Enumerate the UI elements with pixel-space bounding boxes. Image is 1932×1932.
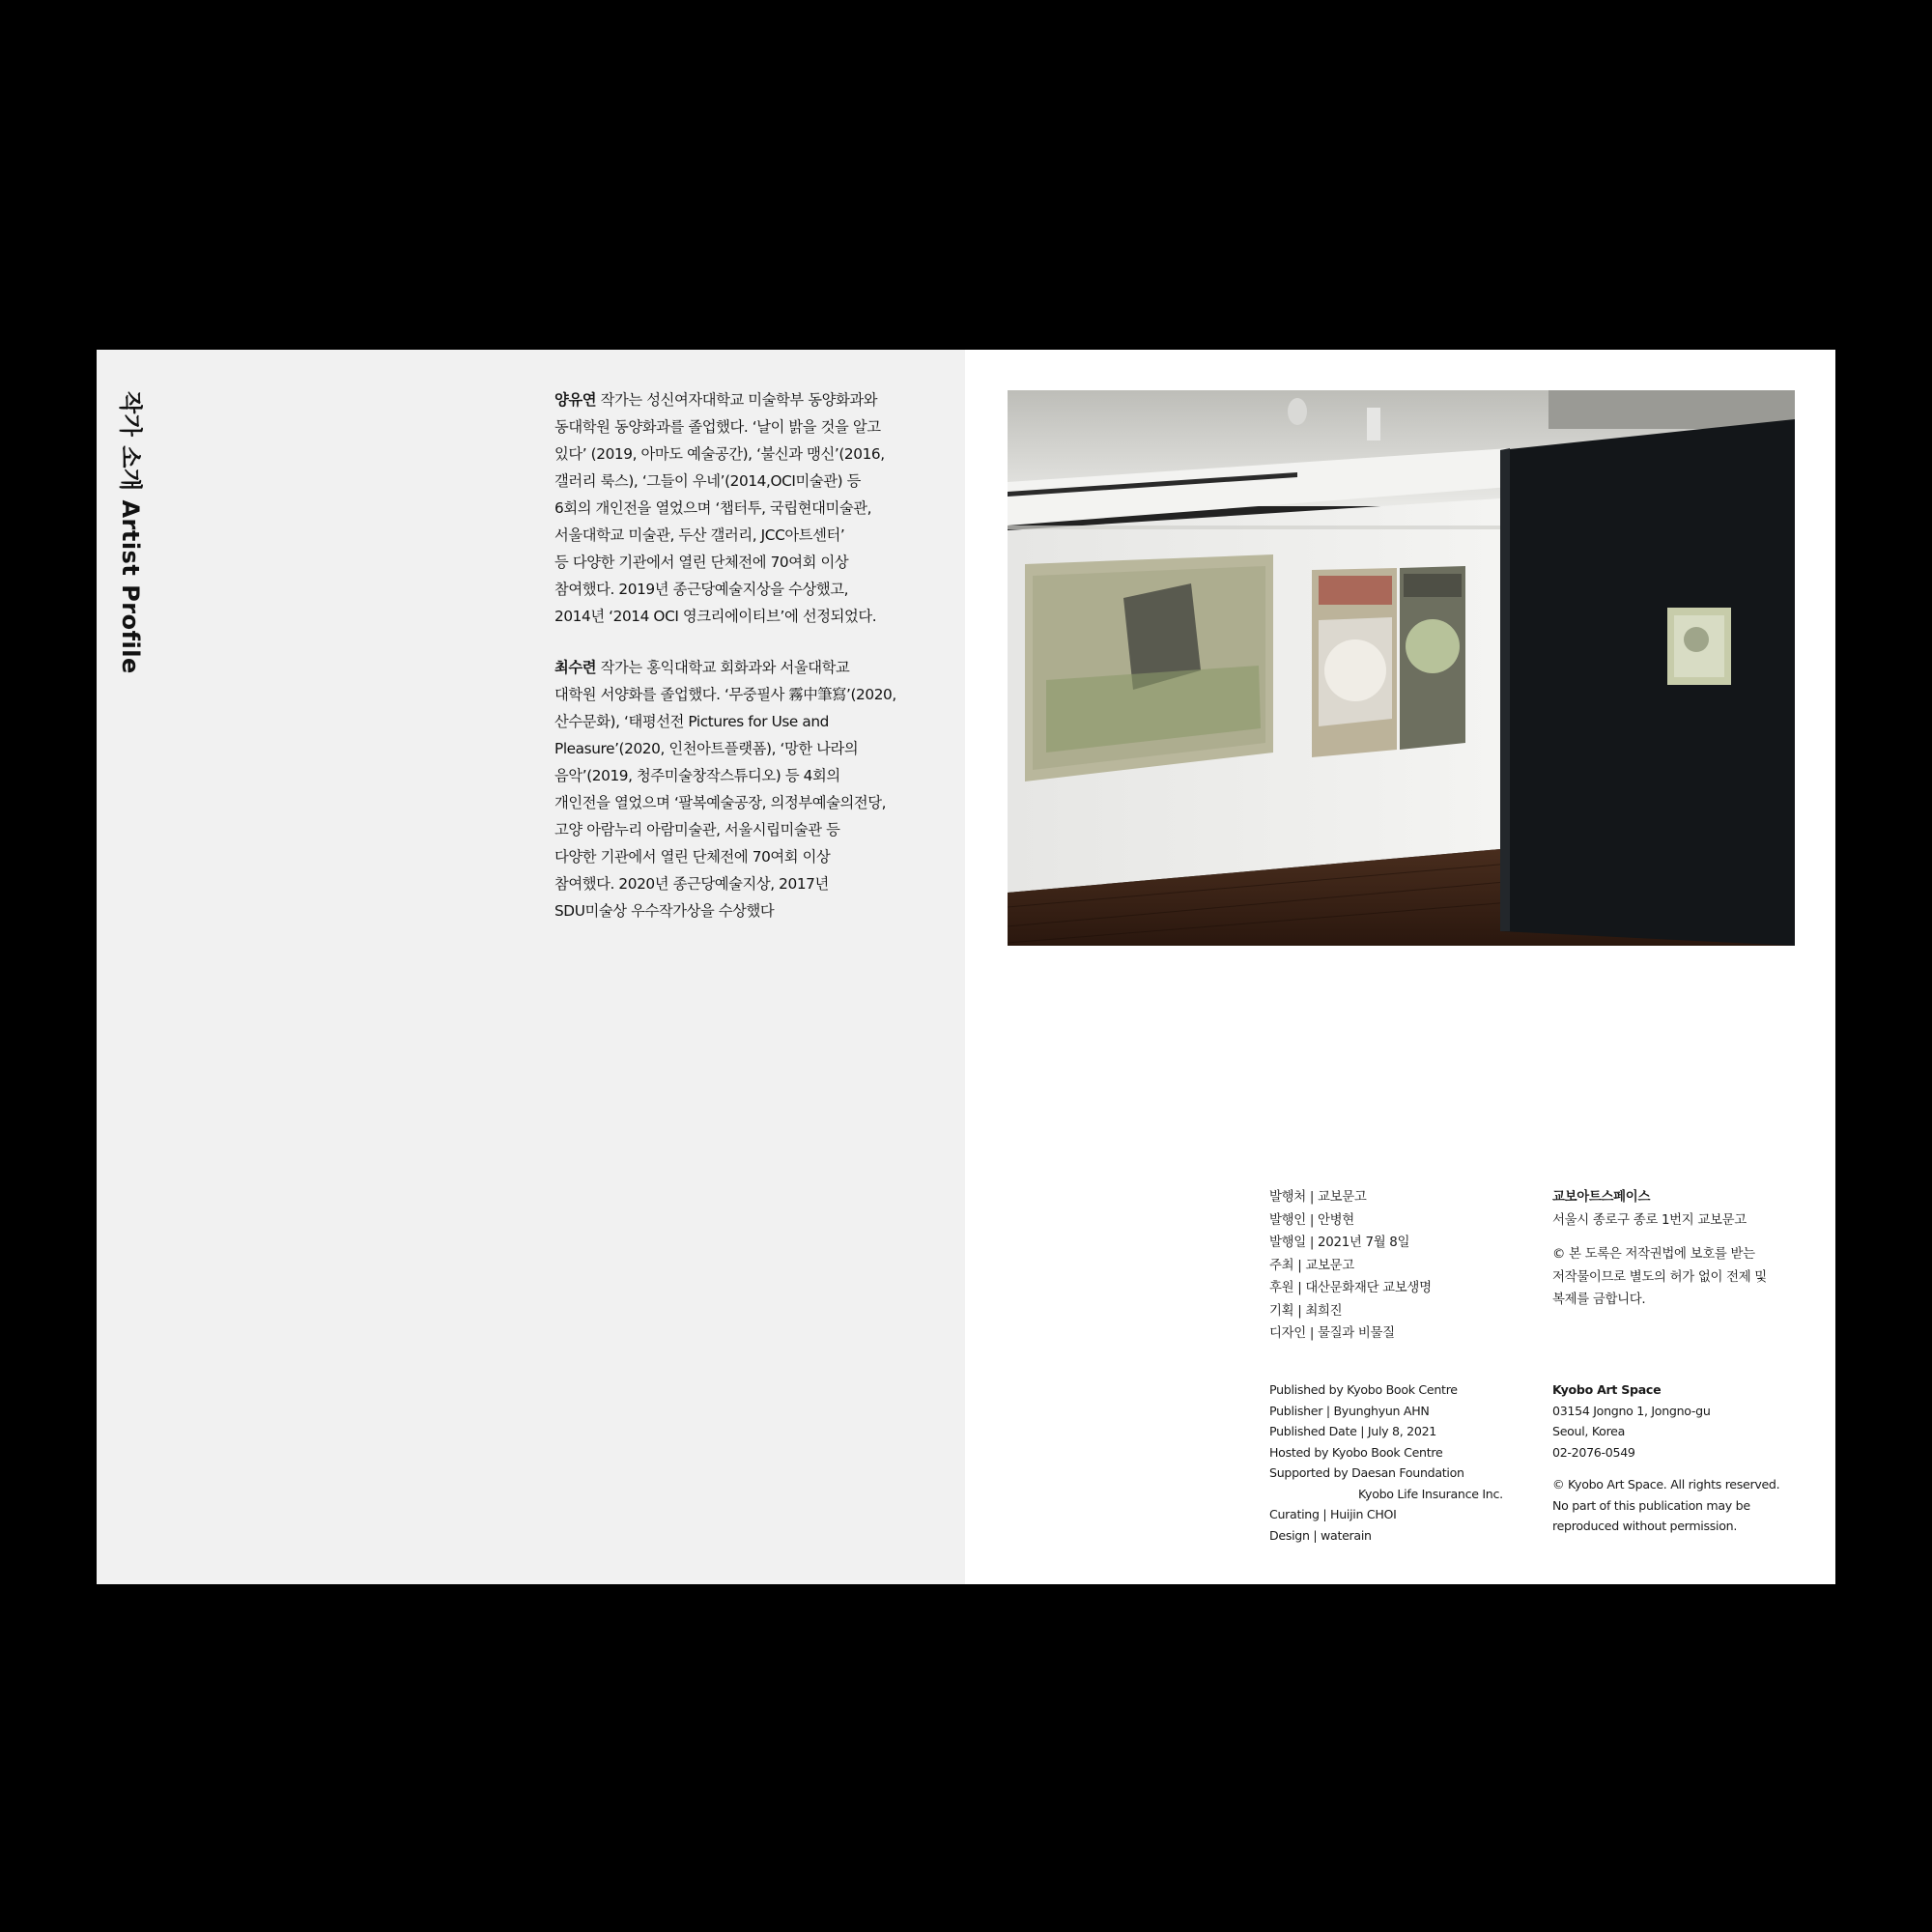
bio-line: 산수문화), ‘태평선전 Pictures for Use and [554, 713, 829, 730]
bio-line: 2014년 ‘2014 OCI 영크리에이티브’에 선정되었다. [554, 608, 877, 625]
credit-line: 후원 | 대산문화재단 교보생명 [1269, 1281, 1432, 1295]
credit-line: 디자인 | 물질과 비물질 [1269, 1326, 1395, 1341]
bio-line: 작가는 홍익대학교 회화과와 서울대학교 [596, 659, 850, 676]
credit-line: 기획 | 최희진 [1269, 1303, 1343, 1319]
exhibition-photo [1008, 390, 1795, 946]
credit-line: Design | waterain [1269, 1527, 1372, 1543]
bio-line: 작가는 성신여자대학교 미술학부 동양화과와 [596, 391, 878, 409]
venue-title: 교보아트스페이스 [1552, 1190, 1651, 1205]
bio-line: Pleasure’(2020, 인천아트플랫폼), ‘망한 나라의 [554, 740, 859, 757]
bio-line: 등 다양한 기관에서 열린 단체전에 70여회 이상 [554, 554, 849, 571]
copyright-line: 저작물이므로 별도의 허가 없이 전제 및 [1552, 1269, 1767, 1285]
bio-line: 다양한 기관에서 열린 단체전에 70여회 이상 [554, 848, 831, 866]
bio-line: 개인전을 열었으며 ‘팔복예술공장, 의정부예술의전당, [554, 794, 887, 811]
credit-line: 발행처 | 교보문고 [1269, 1190, 1367, 1205]
bio-line: 음악’(2019, 청주미술창작스튜디오) 등 4회의 [554, 767, 840, 784]
copyright-line: © Kyobo Art Space. All rights reserved. [1552, 1477, 1780, 1492]
copyright-line: No part of this publication may be [1552, 1497, 1750, 1513]
bio-line: 참여했다. 2020년 종근당예술지상, 2017년 [554, 875, 829, 893]
bio-line: 서울대학교 미술관, 두산 갤러리, JCC아트센터’ [554, 526, 845, 544]
credit-line: Published Date | July 8, 2021 [1269, 1424, 1437, 1438]
bio-line: 고양 아람누리 아람미술관, 서울시립미술관 등 [554, 821, 840, 838]
artist-bio-yang [554, 386, 936, 630]
copyright-line: reproduced without permission. [1552, 1519, 1738, 1533]
venue-title: Kyobo Art Space [1552, 1382, 1662, 1397]
bio-line: 동대학원 동양화과를 졸업했다. ‘날이 밝을 것을 알고 [554, 418, 881, 436]
venue-phone: 02-2076-0549 [1552, 1444, 1635, 1460]
credit-line: 발행일 | 2021년 7월 8일 [1269, 1236, 1410, 1250]
colophon-korean-credits [1269, 1186, 1432, 1346]
venue-address: 03154 Jongno 1, Jongno-gu [1552, 1403, 1711, 1418]
copyright-line: © 본 도록은 저작권법에 보호를 받는 [1552, 1247, 1755, 1262]
colophon-korean-venue [1552, 1186, 1767, 1312]
gallery-scene-image [1008, 390, 1795, 946]
credit-line: Publisher | Byunghyun AHN [1269, 1403, 1430, 1418]
credit-line: Curating | Huijin CHOI [1269, 1507, 1397, 1521]
venue-address: Seoul, Korea [1552, 1424, 1626, 1438]
section-title-vertical: 작가 소개 Artist Profile [117, 391, 144, 674]
bio-line: 6회의 개인전을 열었으며 ‘챕터투, 국립현대미술관, [554, 499, 872, 517]
artist-name: 양유연 [554, 391, 597, 409]
bio-line: SDU미술상 우수작가상을 수상했다 [554, 902, 775, 920]
bio-line: 있다’ (2019, 아마도 예술공간), ‘불신과 맹신’(2016, [554, 445, 885, 463]
colophon-english-venue [1552, 1379, 1779, 1537]
credit-line: Supported by Daesan Foundation [1269, 1465, 1464, 1480]
bio-line: 갤러리 룩스), ‘그들이 우네’(2014,OCI미술관) 등 [554, 472, 862, 490]
artist-name: 최수련 [554, 659, 597, 676]
venue-address: 서울시 종로구 종로 1번지 교보문고 [1552, 1212, 1747, 1228]
credit-line: Hosted by Kyobo Book Centre [1269, 1444, 1443, 1460]
credit-line: Published by Kyobo Book Centre [1269, 1382, 1458, 1397]
bio-line: 참여했다. 2019년 종근당예술지상을 수상했고, [554, 581, 849, 598]
colophon-english-credits [1269, 1379, 1503, 1546]
credit-line: 주최 | 교보문고 [1269, 1258, 1354, 1273]
artist-bio-choi [554, 654, 936, 924]
credit-line: Kyobo Life Insurance Inc. [1358, 1486, 1503, 1501]
copyright-line: 복제를 금합니다. [1552, 1293, 1646, 1307]
bio-line: 대학원 서양화를 졸업했다. ‘무중필사 霧中筆寫’(2020, [554, 686, 896, 703]
credit-line: 발행인 | 안병현 [1269, 1212, 1354, 1228]
